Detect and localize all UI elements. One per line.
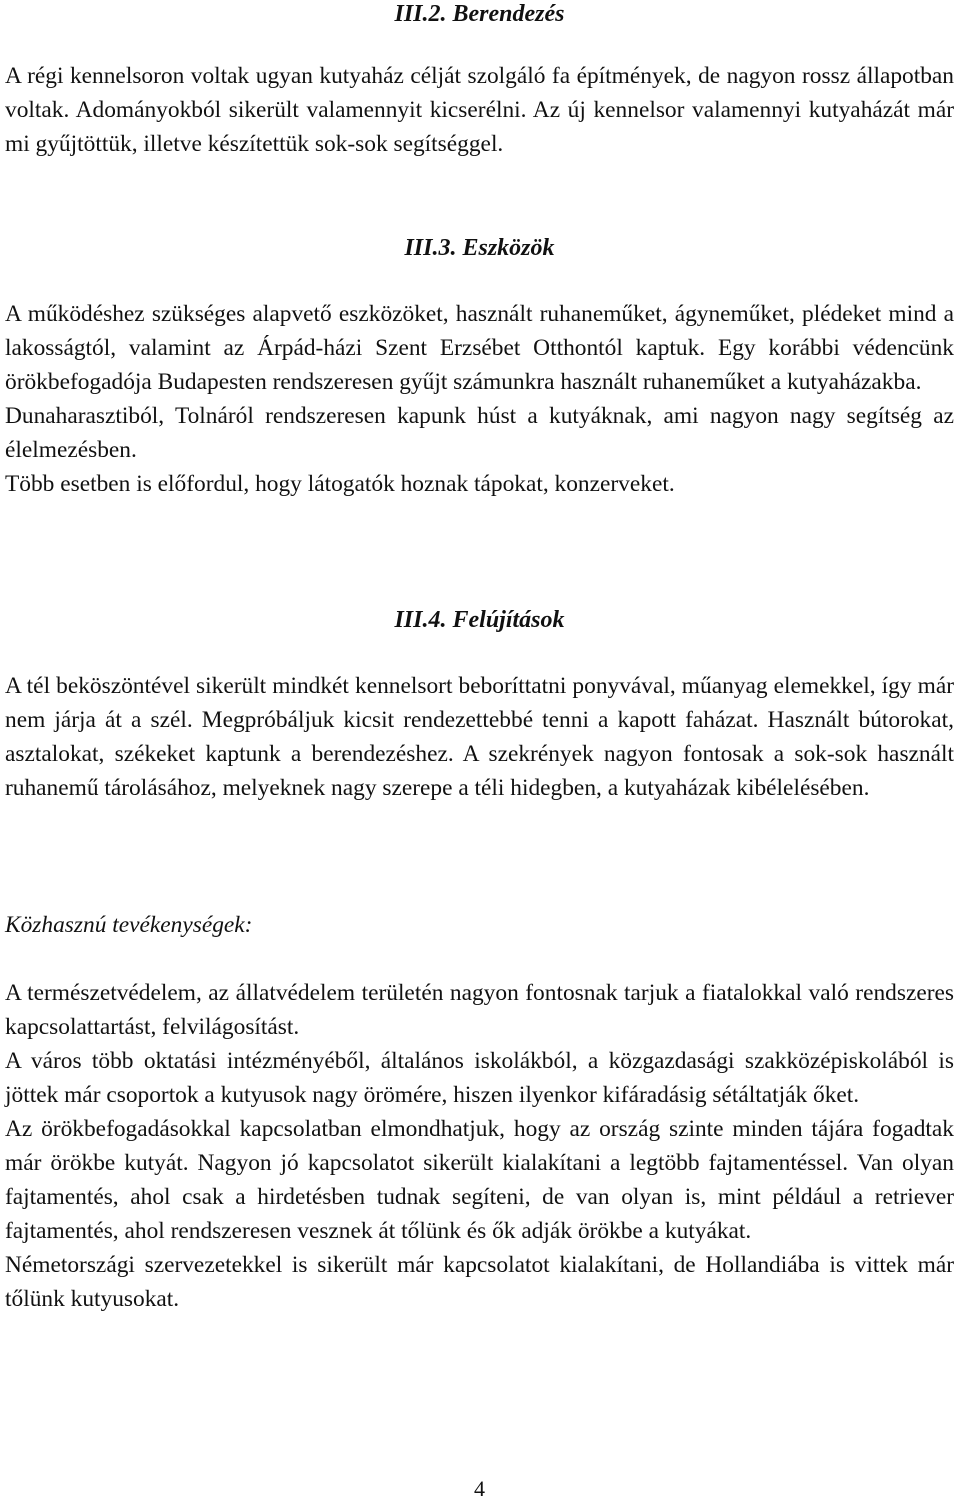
paragraph: Dunaharasztiból, Tolnáról rendszeresen kapunk húst a kutyáknak, ami nagyon nagy segítség az élelmezésben. (5, 403, 954, 463)
section-body-berendezes (5, 59, 954, 161)
paragraph: A régi kennelsoron voltak ugyan kutyaház célját szolgáló fa építmények, de nagyon rossz állapotban voltak. Adományokból sikerült valamennyit kicserélni. Az új kennelsor valamennyi kutyaházát már mi gyűjtöttük, illetve készítettük sok-sok segítséggel. (5, 63, 954, 157)
section-body-kozhasznu (5, 976, 954, 1316)
document-page (5, 0, 954, 1501)
subheading-kozhasznu: Közhasznú tevékenységek: (5, 912, 253, 938)
paragraph: A tél beköszöntével sikerült mindkét kennelsort beboríttatni ponyvával, műanyag elemekkel, így már nem járja át a szél. Megpróbáljuk kicsit rendezettebbé tenni a kapott faházat. Használt bútorokat, asztalokat, székeket kaptunk a berendezéshez. A szekrények nagyon fontosak a sok-sok használt ruhanemű tárolásához, melyeknek nagy szerepe a téli hidegben, a kutyaházak kibélelésében. (5, 673, 954, 801)
paragraph: Németországi szervezetekkel is sikerült már kapcsolatot kialakítani, de Hollandiába is vittek már tőlünk kutyusokat. (5, 1252, 954, 1312)
paragraph: A természetvédelem, az állatvédelem területén nagyon fontosnak tarjuk a fiatalokkal való rendszeres kapcsolattartást, felvilágosítást. (5, 980, 954, 1040)
paragraph: Az örökbefogadásokkal kapcsolatban elmondhatjuk, hogy az ország szinte minden tájára fogadtak már örökbe kutyát. Nagyon jó kapcsolatot sikerült kialakítani a legtöbb fajtamentéssel. Van olyan fajtamentés, ahol csak a hirdetésben tudnak segíteni, de van olyan is, mint például a retriever fajtamentés, ahol rendszeresen vesznek át tőlünk és ők adják örökbe a kutyákat. (5, 1116, 954, 1244)
page-number: 4 (474, 1476, 485, 1501)
paragraph: A működéshez szükséges alapvető eszközöket, használt ruhaneműket, ágyneműket, plédeket mind a lakosságtól, valamint az Árpád-házi Szent Erzsébet Otthontól kaptuk. Egy korábbi védencünk örökbefogadója Budapesten rendszeresen gyűjt számunkra használt ruhaneműket a kutyaházakba. (5, 301, 954, 395)
section-heading-felujitasok: III.4. Felújítások (394, 607, 565, 633)
section-body-felujitasok (5, 669, 954, 805)
section-heading-eszkozok: III.3. Eszközök (404, 235, 555, 261)
section-heading-berendezes: III.2. Berendezés (394, 1, 565, 27)
paragraph: A város több oktatási intézményéből, általános iskolákból, a közgazdasági szakközépiskolából is jöttek már csoportok a kutyusok nagy örömére, hiszen ilyenkor kifáradásig sétáltatják őket. (5, 1048, 954, 1108)
section-body-eszkozok (5, 297, 954, 501)
paragraph: Több esetben is előfordul, hogy látogatók hoznak tápokat, konzerveket. (5, 471, 675, 497)
